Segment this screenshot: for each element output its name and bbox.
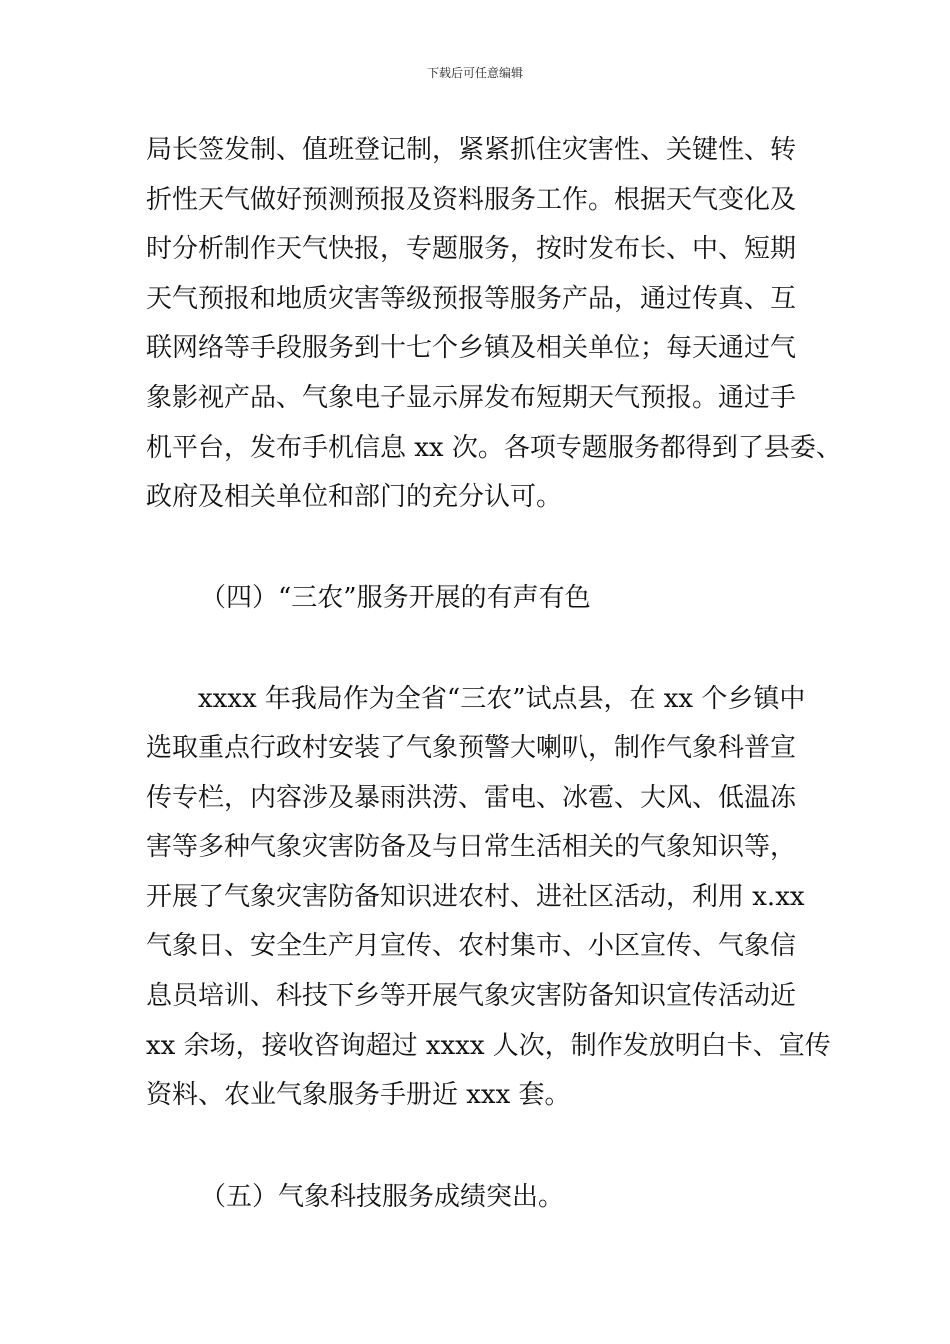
text-line: 传专栏，内容涉及暴雨洪涝、雷电、冰雹、大风、低温冻 xyxy=(146,783,797,813)
text-line: 联网络等手段服务到十七个乡镇及相关单位；每天通过气 xyxy=(146,333,797,363)
section-heading-5: （五）气象科技服务成绩突出。 xyxy=(200,1182,565,1212)
text-line: 资料、农业气象服务手册近 xxx 套。 xyxy=(146,1080,571,1110)
text-line: 害等多种气象灾害防备及与日常生活相关的气象知识等， xyxy=(146,832,797,862)
text-line: 天气预报和地质灾害等级预报等服务产品，通过传真、互 xyxy=(146,284,797,314)
text-line: 开展了气象灾害防备知识进农村、进社区活动，利用 x.xx xyxy=(146,882,805,912)
page-header: 下载后可任意编辑 xyxy=(426,66,523,80)
text-line: xx 余场，接收咨询超过 xxxx 人次，制作发放明白卡、宣传 xyxy=(146,1031,831,1061)
text-line: 机平台，发布手机信息 xx 次。各项专题服务都得到了县委、 xyxy=(146,433,842,463)
text-line: 息员培训、科技下乡等开展气象灾害防备知识宣传活动近 xyxy=(146,981,797,1011)
text-line: 时分析制作天气快报，专题服务，按时发布长、中、短期 xyxy=(146,234,797,264)
text-line: 折性天气做好预测预报及资料服务工作。根据天气变化及 xyxy=(146,185,797,215)
text-line: 象影视产品、气象电子显示屏发布短期天气预报。通过手 xyxy=(146,383,797,413)
text-line: xxxx 年我局作为全省“三农”试点县，在 xx 个乡镇中 xyxy=(198,684,806,714)
text-line: 政府及相关单位和部门的充分认可。 xyxy=(146,482,563,512)
text-line: 气象日、安全生产月宣传、农村集市、小区宣传、气象信 xyxy=(146,931,797,961)
text-line: 局长签发制、值班登记制，紧紧抓住灾害性、关键性、转 xyxy=(146,135,797,165)
text-line: 选取重点行政村安装了气象预警大喇叭，制作气象科普宣 xyxy=(146,733,797,763)
section-heading-4: （四）“三农”服务开展的有声有色 xyxy=(200,583,591,613)
